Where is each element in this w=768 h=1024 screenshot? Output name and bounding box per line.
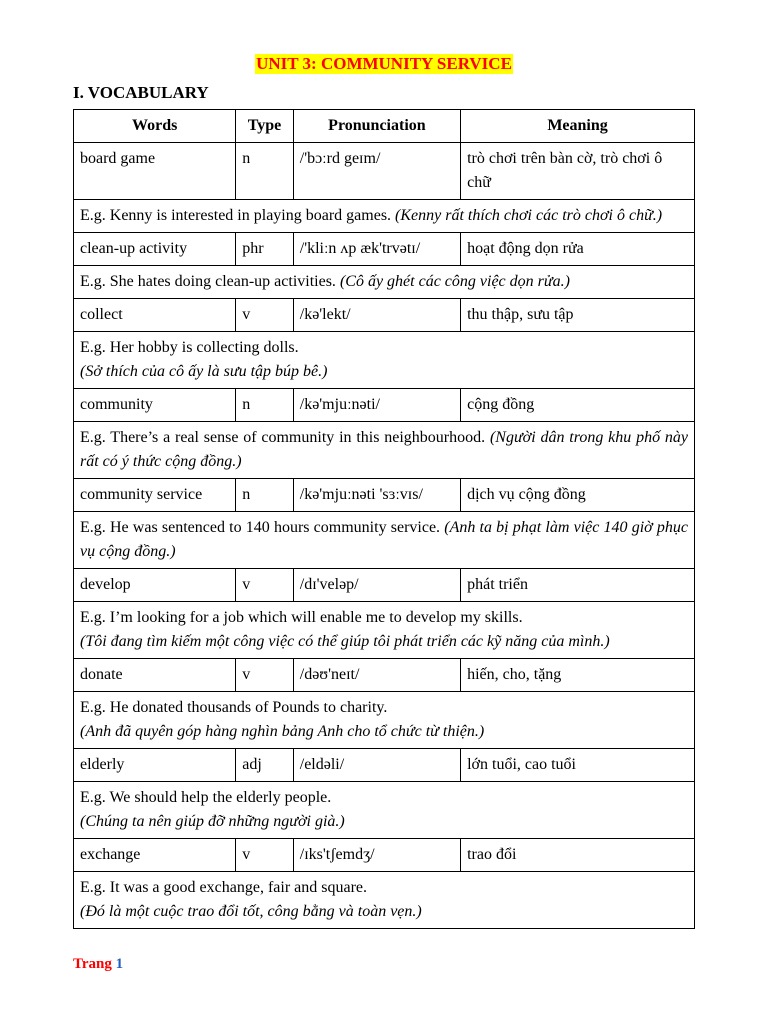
- meaning-cell: trò chơi trên bàn cờ, trò chơi ô chữ: [461, 143, 695, 200]
- meaning-cell: lớn tuổi, cao tuổi: [461, 749, 695, 782]
- pronunciation-cell: /ɪks'tʃemdʒ/: [293, 839, 460, 872]
- example-vietnamese: (Đó là một cuộc trao đổi tốt, công bằng và toàn vẹn.): [80, 903, 422, 920]
- section-heading: I. VOCABULARY: [73, 83, 209, 102]
- word-cell: collect: [74, 299, 236, 332]
- meaning-cell: hiến, cho, tặng: [461, 659, 695, 692]
- word-cell: exchange: [74, 839, 236, 872]
- example-row: [74, 332, 695, 389]
- page-footer: [73, 956, 123, 973]
- word-row: [74, 749, 695, 782]
- meaning-cell: trao đổi: [461, 839, 695, 872]
- word-row: [74, 569, 695, 602]
- example-row: [74, 692, 695, 749]
- example-english: E.g. He donated thousands of Pounds to charity.: [80, 699, 388, 716]
- header-words: Words: [74, 110, 236, 143]
- vocabulary-table: [73, 109, 695, 929]
- example-row: [74, 872, 695, 929]
- example-english: E.g. Her hobby is collecting dolls.: [80, 339, 299, 356]
- type-cell: v: [236, 839, 293, 872]
- example-row: [74, 782, 695, 839]
- meaning-cell: cộng đồng: [461, 389, 695, 422]
- example-vietnamese: (Anh đã quyên góp hàng nghìn bảng Anh cho tổ chức từ thiện.): [80, 723, 485, 740]
- page-number: 1: [115, 956, 124, 972]
- word-cell: community service: [74, 479, 236, 512]
- example-english: E.g. It was a good exchange, fair and square.: [80, 879, 367, 896]
- word-row: [74, 299, 695, 332]
- type-cell: n: [236, 143, 293, 200]
- example-english: E.g. There’s a real sense of community in this neighbourhood.: [80, 429, 486, 446]
- word-cell: clean-up activity: [74, 233, 236, 266]
- pronunciation-cell: /'kliːn ʌp æk'trvətɪ/: [293, 233, 460, 266]
- pronunciation-cell: /eldəli/: [293, 749, 460, 782]
- word-cell: donate: [74, 659, 236, 692]
- word-row: [74, 389, 695, 422]
- example-english: E.g. He was sentenced to 140 hours community service.: [80, 519, 441, 536]
- word-row: [74, 479, 695, 512]
- example-english: E.g. She hates doing clean-up activities.: [80, 273, 336, 290]
- header-pronunciation: Pronunciation: [293, 110, 460, 143]
- type-cell: n: [236, 389, 293, 422]
- table-header-row: [74, 110, 695, 143]
- example-cell: [74, 200, 695, 233]
- word-cell: board game: [74, 143, 236, 200]
- example-cell: [74, 332, 695, 389]
- example-cell: [74, 602, 695, 659]
- example-vietnamese: (Anh ta bị phạt làm việc 140 giờ phục vụ cộng đồng.): [80, 519, 689, 560]
- type-cell: v: [236, 659, 293, 692]
- type-cell: n: [236, 479, 293, 512]
- page-label: Trang: [73, 956, 112, 972]
- unit-title: UNIT 3: COMMUNITY SERVICE: [256, 54, 512, 73]
- word-row: [74, 659, 695, 692]
- example-vietnamese: (Tôi đang tìm kiếm một công việc có thể giúp tôi phát triển các kỹ năng của mình.): [80, 633, 610, 650]
- header-type: Type: [236, 110, 293, 143]
- pronunciation-cell: /'bɔːrd geɪm/: [293, 143, 460, 200]
- pronunciation-cell: /kə'mjuːnəti/: [293, 389, 460, 422]
- word-row: [74, 143, 695, 200]
- word-cell: develop: [74, 569, 236, 602]
- example-english: E.g. Kenny is interested in playing board games.: [80, 207, 392, 224]
- example-english: E.g. We should help the elderly people.: [80, 789, 332, 806]
- example-cell: [74, 692, 695, 749]
- example-cell: [74, 422, 695, 479]
- example-vietnamese: (Kenny rất thích chơi các trò chơi ô chữ.): [395, 207, 663, 224]
- meaning-cell: phát triển: [461, 569, 695, 602]
- meaning-cell: dịch vụ cộng đồng: [461, 479, 695, 512]
- type-cell: adj: [236, 749, 293, 782]
- example-row: [74, 602, 695, 659]
- type-cell: phr: [236, 233, 293, 266]
- vocabulary-body: [74, 143, 695, 929]
- title-wrapper: [0, 54, 768, 74]
- word-cell: community: [74, 389, 236, 422]
- example-vietnamese: (Chúng ta nên giúp đỡ những người già.): [80, 813, 345, 830]
- pronunciation-cell: /kə'lekt/: [293, 299, 460, 332]
- word-cell: elderly: [74, 749, 236, 782]
- example-vietnamese: (Người dân trong khu phố này rất có ý thức cộng đồng.): [80, 429, 688, 470]
- type-cell: v: [236, 569, 293, 602]
- pronunciation-cell: /dɪ'veləp/: [293, 569, 460, 602]
- pronunciation-cell: /dəʊ'neɪt/: [293, 659, 460, 692]
- example-vietnamese: (Sở thích của cô ấy là sưu tập búp bê.): [80, 363, 328, 380]
- header-meaning: Meaning: [461, 110, 695, 143]
- word-row: [74, 233, 695, 266]
- example-cell: [74, 872, 695, 929]
- meaning-cell: hoạt động dọn rửa: [461, 233, 695, 266]
- example-vietnamese: (Cô ấy ghét các công việc dọn rửa.): [339, 273, 570, 290]
- pronunciation-cell: /kə'mjuːnəti 'sɜːvɪs/: [293, 479, 460, 512]
- word-row: [74, 839, 695, 872]
- example-english: E.g. I’m looking for a job which will enable me to develop my skills.: [80, 609, 523, 626]
- example-cell: [74, 512, 695, 569]
- example-cell: [74, 266, 695, 299]
- type-cell: v: [236, 299, 293, 332]
- meaning-cell: thu thập, sưu tập: [461, 299, 695, 332]
- example-row: [74, 422, 695, 479]
- example-row: [74, 266, 695, 299]
- example-cell: [74, 782, 695, 839]
- example-row: [74, 512, 695, 569]
- example-row: [74, 200, 695, 233]
